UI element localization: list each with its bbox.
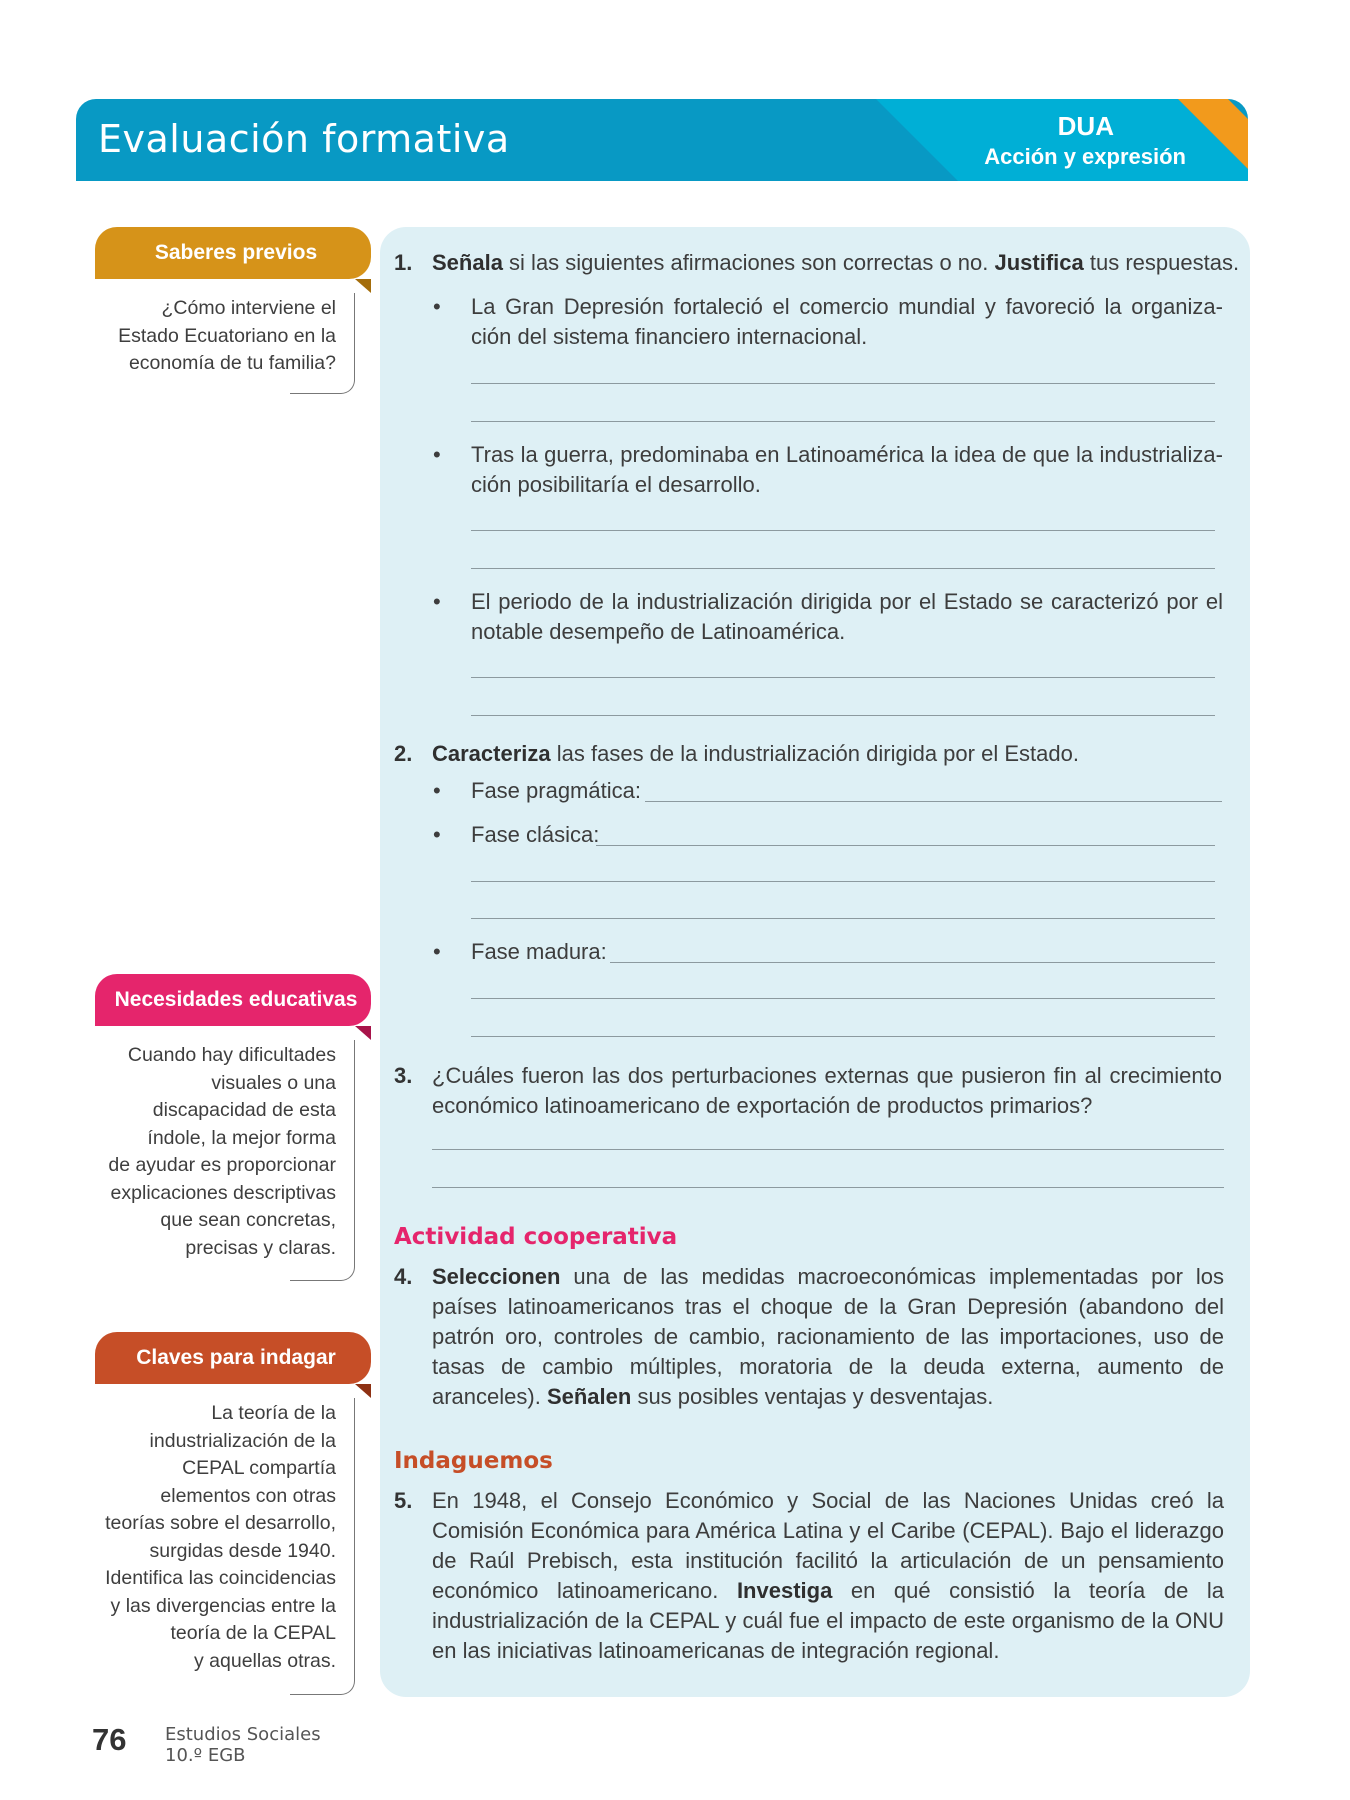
answer-line[interactable] (471, 530, 1215, 531)
necesidades-line: de ayudar es proporcionar (108, 1154, 336, 1176)
q1-bullet-3-text: El periodo de la industrialización dirigida por el Estado se caracterizó por el notable desempeño de Latinoamérica. (471, 589, 1223, 644)
claves-bracket (290, 1398, 355, 1695)
claves-para-indagar-tab (95, 1332, 371, 1384)
necesidades-line: explicaciones descriptivas (110, 1181, 336, 1204)
claves-line: teoría de la CEPAL (170, 1622, 336, 1644)
question-2-number: 2. (394, 741, 413, 766)
bullet-dot: • (433, 939, 441, 964)
bullet-dot: • (433, 589, 441, 614)
q4-verb: Seleccionen (432, 1264, 561, 1289)
bullet-dot: • (433, 822, 441, 847)
necesidades-educativas-tab (95, 974, 371, 1026)
answer-line[interactable] (471, 568, 1215, 569)
necesidades-line: precisas y claras. (185, 1236, 336, 1259)
answer-line[interactable] (471, 1036, 1215, 1037)
bullet-dot: • (433, 442, 441, 467)
claves-line: y las divergencias entre la (110, 1594, 336, 1617)
claves-line: y aquellas otras. (194, 1649, 336, 1672)
necesidades-line: que sean concretas, (160, 1209, 336, 1231)
q4-verb2: Señalen (546, 1384, 632, 1409)
answer-line[interactable] (645, 801, 1222, 802)
question-3-number: 3. (394, 1063, 413, 1088)
necesidades-bracket (290, 1040, 355, 1281)
dua-title: DUA (1057, 111, 1114, 141)
q5-text-b: en qué consistió la teoría de la industrialización de la CEPAL y cuál fue el impacto de este organismo de la ONU en las iniciativas latinoamericanas de integración regional. (432, 1578, 1224, 1663)
saberes-line: ¿Cómo interviene el (161, 297, 336, 319)
phase-clasica-label: Fase clásica: (471, 822, 600, 847)
footer-grade: 10.º EGB (165, 1745, 246, 1766)
footer-subject: Estudios Sociales (165, 1724, 321, 1745)
saberes-fold-icon (355, 279, 371, 293)
answer-line[interactable] (471, 421, 1215, 422)
saberes-previos-tab (95, 227, 371, 279)
saberes-previos-label: Saberes previos (154, 241, 318, 264)
q1-verb2: Justifica (994, 250, 1084, 275)
q5-text-a: En 1948, el Consejo Económico y Social de las Naciones Unidas creó la Comisión Económica para América Latina y el Caribe (CEPAL). Bajo el liderazgo de Raúl Prebisch, esta institución facilitó la articulación de un pensamiento económico latinoamericano. (432, 1488, 1224, 1603)
saberes-bracket (290, 293, 355, 394)
answer-line[interactable] (471, 998, 1215, 999)
answer-line[interactable] (471, 715, 1215, 716)
phase-pragmatica-label: Fase pragmática: (471, 778, 641, 803)
necesidades-fold-icon (355, 1026, 371, 1040)
answer-line[interactable] (471, 881, 1215, 882)
necesidades-educativas-label: Necesidades educativas (114, 988, 358, 1011)
indaguemos-title: Indaguemos (394, 1448, 553, 1474)
question-5-number: 5. (394, 1488, 413, 1513)
saberes-line: economía de tu familia? (128, 352, 336, 374)
header-band (76, 99, 1248, 181)
necesidades-line: visuales o una (211, 1071, 336, 1094)
q2-text: las fases de la industrialización dirigida por el Estado. (550, 741, 1079, 766)
necesidades-line: Cuando hay dificultades (127, 1044, 336, 1066)
saberes-line: Estado Ecuatoriano en la (118, 324, 336, 347)
q5-verb: Investiga (736, 1578, 833, 1603)
claves-line: La teoría de la (211, 1402, 336, 1424)
q1-bullet-2-text: Tras la guerra, predominaba en Latinoamérica la idea de que la industrializa-ción posibilitaría el desarrollo. (471, 442, 1223, 497)
answer-line[interactable] (432, 1149, 1224, 1150)
claves-line: industrialización de la (149, 1429, 336, 1452)
claves-line: surgidas desde 1940. (149, 1539, 336, 1562)
claves-fold-icon (355, 1384, 371, 1398)
q2-verb: Caracteriza (432, 741, 551, 766)
claves-line: teorías sobre el desarrollo, (105, 1512, 336, 1534)
claves-para-indagar-label: Claves para indagar (136, 1346, 336, 1369)
q1-text-a: si las siguientes afirmaciones son correctas o no. (502, 250, 995, 275)
question-3-text: ¿Cuáles fueron las dos perturbaciones externas que pusieron fin al crecimiento económico latinoamericano de exportación de productos primarios? (432, 1063, 1222, 1118)
answer-line[interactable] (471, 383, 1215, 384)
question-2-text (432, 739, 1222, 769)
q1-text-b: tus respuestas. (1083, 250, 1240, 275)
page-number: 76 (92, 1722, 127, 1757)
page-title: Evaluación formativa (98, 117, 510, 161)
necesidades-line: índole, la mejor forma (147, 1126, 336, 1149)
question-4-number: 4. (394, 1264, 413, 1289)
claves-line: elementos con otras (160, 1484, 336, 1507)
phase-madura-label: Fase madura: (471, 939, 607, 964)
question-1-number: 1. (394, 250, 413, 275)
q1-bullet-1-text: La Gran Depresión fortaleció el comercio mundial y favoreció la organiza-ción del sistema financiero internacional. (471, 294, 1223, 349)
answer-line[interactable] (471, 918, 1215, 919)
question-5-text (432, 1486, 1224, 1666)
q1-verb: Señala (432, 250, 503, 275)
bullet-dot: • (433, 294, 441, 319)
answer-line[interactable] (471, 677, 1215, 678)
claves-line: CEPAL compartía (182, 1457, 336, 1479)
answer-line[interactable] (432, 1187, 1224, 1188)
claves-line: Identifica las coincidencias (105, 1567, 336, 1589)
bullet-dot: • (433, 778, 441, 803)
dua-subtitle: Acción y expresión (984, 144, 1186, 169)
answer-line[interactable] (610, 962, 1215, 963)
answer-line[interactable] (596, 845, 1215, 846)
q4-text-b: sus posibles ventajas y desventajas. (631, 1384, 994, 1409)
actividad-cooperativa-title: Actividad cooperativa (394, 1224, 678, 1250)
necesidades-line: discapacidad de esta (152, 1099, 336, 1121)
question-1-text (432, 248, 1262, 278)
dua-badge (876, 99, 1248, 181)
q4-text-a: una de las medidas macroeconómicas implementadas por los países latinoamericanos tras el choque de la Gran Depresión (abandono del patrón oro, controles de cambio, racionamiento de las importaciones, uso de tasas de cambio múltiples, moratoria de la deuda externa, aumento de aranceles). (432, 1264, 1224, 1409)
question-4-text (432, 1262, 1224, 1412)
